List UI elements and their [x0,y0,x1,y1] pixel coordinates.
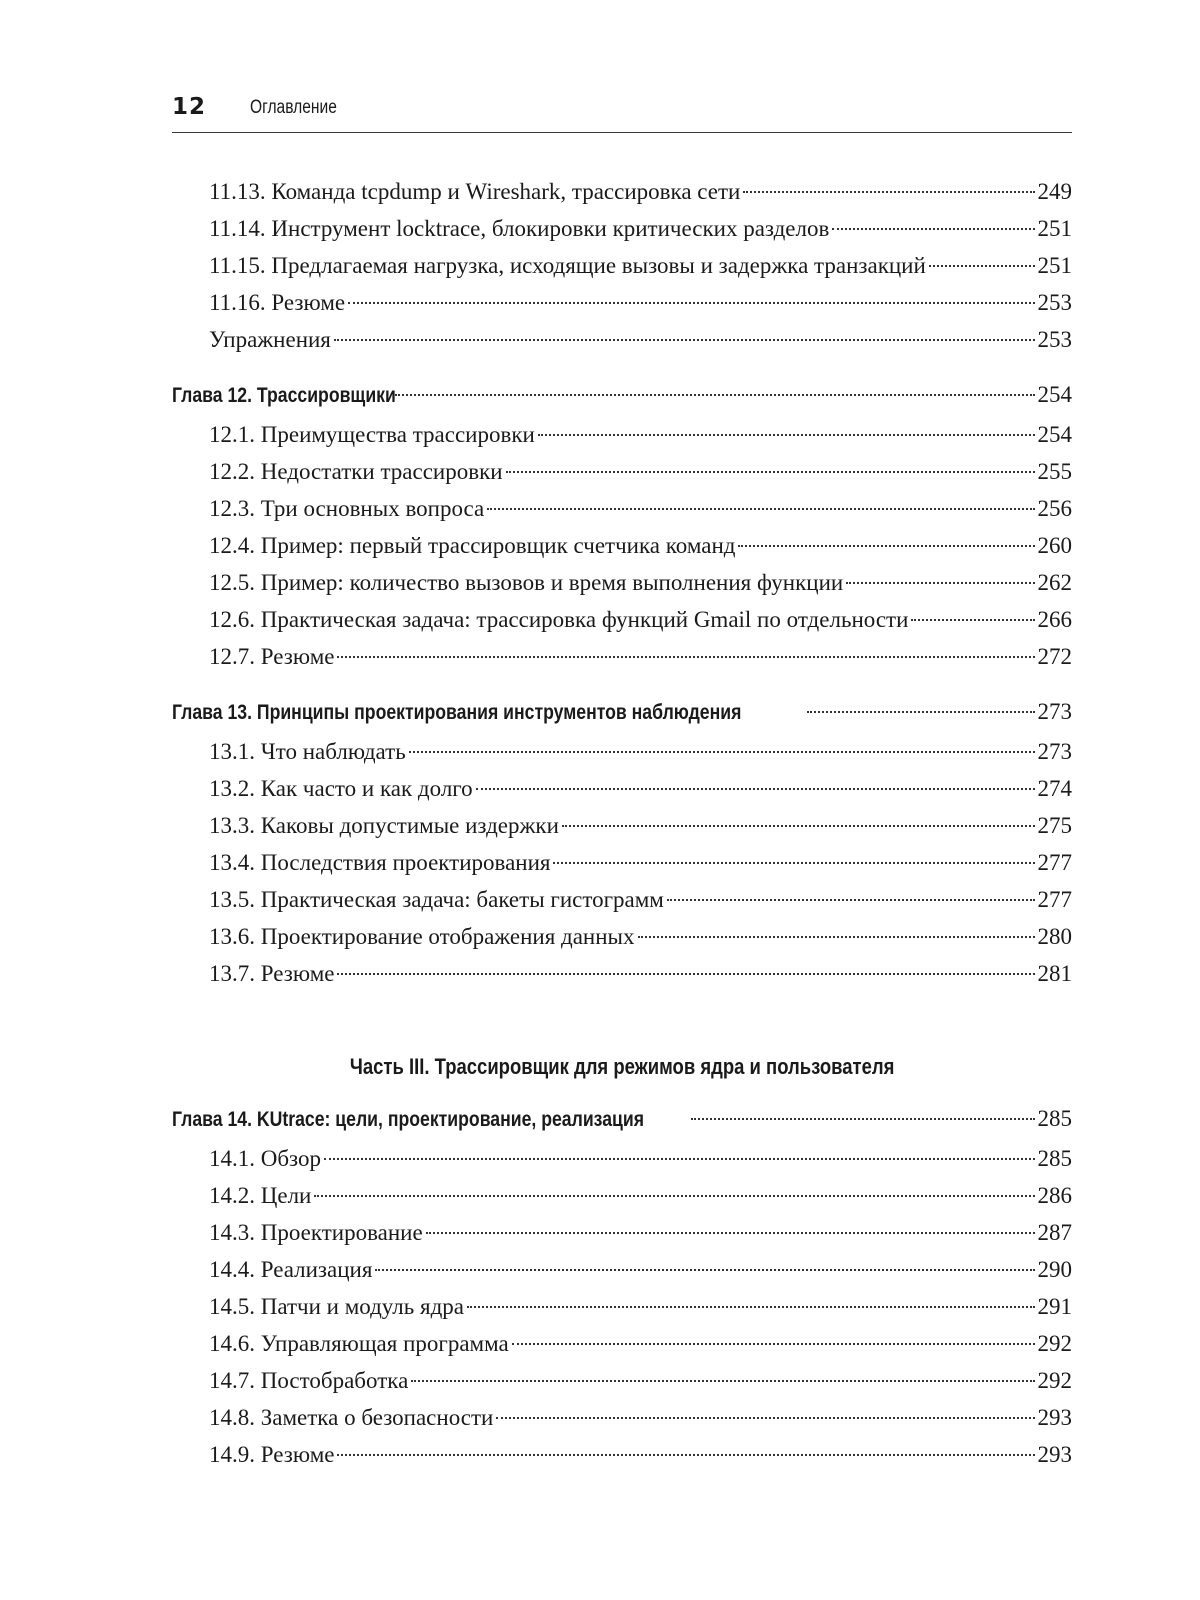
dot-leader [314,1195,1034,1197]
toc-entry-page: 273 [1037,699,1072,724]
toc-entry [209,1401,1072,1435]
toc-entry-title: 13.3. Каковы допустимые издержки [209,813,559,838]
dot-leader [506,471,1035,473]
toc-entry-page: 273 [1037,739,1072,764]
running-title: Оглавление [250,97,337,118]
toc-entry [209,846,1072,880]
dot-leader [411,1380,1034,1382]
toc-entry-title: 13.7. Резюме [209,961,335,986]
toc-entry-page: 251 [1037,253,1072,278]
toc-entry-page: 251 [1037,216,1072,241]
dot-leader [807,711,1035,713]
toc-entry-page: 293 [1037,1405,1072,1430]
dot-leader [395,394,1034,396]
toc-entry-page: 287 [1037,1220,1072,1245]
toc-entry-page: 256 [1037,496,1072,521]
toc-entry-page: 292 [1037,1368,1072,1393]
dot-leader [426,1232,1035,1234]
toc-entry-title: 14.6. Управляющая программа [209,1331,509,1356]
toc-chapter-title: Глава 12. Трассировщики [172,384,396,407]
toc-entry-title: 11.16. Резюме [209,290,346,315]
toc-entry-title: 13.1. Что наблюдать [209,739,406,764]
dot-leader [832,228,1034,230]
dot-leader [496,1417,1034,1419]
toc-entry-title: 12.2. Недостатки трассировки [209,459,503,484]
toc-entry-page: 286 [1037,1183,1072,1208]
toc-entry-title: 13.2. Как часто и как долго [209,776,473,801]
toc-entry-page: 254 [1037,422,1072,447]
dot-leader [375,1269,1034,1271]
dot-leader [476,788,1035,790]
toc-entry-page: 281 [1037,961,1072,986]
dot-leader [667,899,1035,901]
toc-chapter-title: Глава 13. Принципы проектирования инструментов наблюдения [172,701,742,724]
toc-entry-title: 11.15. Предлагаемая нагрузка, исходящие вызовы и задержка транзакций [209,253,926,278]
toc-entry-title: 12.5. Пример: количество вызовов и время выполнения функции [209,570,844,595]
toc-entry [209,286,1072,320]
dot-leader [467,1306,1035,1308]
toc-entry-title: 12.6. Практическая задача: трассировка функций Gmail по отдельности [209,607,909,632]
toc-entry [209,640,1072,674]
toc-entry-title: 14.2. Цели [209,1183,312,1208]
toc-chapter-entry [172,378,1072,412]
dot-leader [846,582,1034,584]
toc-entry-page: 290 [1037,1257,1072,1282]
toc-entry-title: Упражнения [209,327,331,352]
toc-entry-title: 11.14. Инструмент locktrace, блокировки критических разделов [209,216,830,241]
toc-entry [209,1327,1072,1361]
toc-entry-title: 14.3. Проектирование [209,1220,423,1245]
toc-entry [209,1216,1072,1250]
toc-entry-page: 275 [1037,813,1072,838]
toc-entry [209,249,1072,283]
toc-entry-page: 255 [1037,459,1072,484]
toc-chapter-entry [172,695,1072,729]
dot-leader [487,508,1034,510]
toc-entry-page: 291 [1037,1294,1072,1319]
dot-leader [337,973,1034,975]
toc-entry-page: 292 [1037,1331,1072,1356]
toc-entry [209,323,1072,357]
toc-entry-page: 262 [1037,570,1072,595]
toc-entry-title: 11.13. Команда tcpdump и Wireshark, трассировка сети [209,179,741,204]
toc-entry [209,492,1072,526]
dot-leader [738,545,1034,547]
toc-entry-page: 280 [1037,924,1072,949]
toc-entry [209,566,1072,600]
dot-leader [337,656,1034,658]
toc-entry-title: 14.9. Резюме [209,1442,335,1467]
toc-entry [209,920,1072,954]
toc-entry [209,772,1072,806]
dot-leader [553,862,1034,864]
toc-entry-page: 253 [1037,327,1072,352]
toc-entry-title: 14.8. Заметка о безопасности [209,1405,494,1430]
toc-entry-title: 13.6. Проектирование отображения данных [209,924,635,949]
dot-leader [562,825,1035,827]
toc-chapter-entry [172,1102,1072,1136]
toc-entry-title: 12.4. Пример: первый трассировщик счетчика команд [209,533,736,558]
dot-leader [348,302,1034,304]
dot-leader [409,751,1035,753]
toc-entry [209,957,1072,991]
dot-leader [334,339,1035,341]
toc-entry [209,1364,1072,1398]
toc-entry [209,175,1072,209]
toc-entry-title: 12.7. Резюме [209,644,335,669]
toc-entry [209,212,1072,246]
toc-entry [209,735,1072,769]
toc-entry-page: 277 [1037,850,1072,875]
toc-entry-title: 14.1. Обзор [209,1146,322,1171]
dot-leader [324,1158,1034,1160]
dot-leader [911,619,1034,621]
toc-entry-page: 285 [1037,1106,1072,1131]
toc-entry [209,1179,1072,1213]
toc-entry-page: 253 [1037,290,1072,315]
toc-entry-page: 293 [1037,1442,1072,1467]
toc-entry-page: 260 [1037,533,1072,558]
toc-entry [209,883,1072,917]
dot-leader [929,265,1035,267]
toc-entry-title: 14.4. Реализация [209,1257,373,1282]
dot-leader [638,936,1035,938]
toc-entry-title: 14.7. Постобработка [209,1368,409,1393]
dot-leader [538,434,1035,436]
toc-chapter-title: Глава 14. KUtrace: цели, проектирование, реализация [172,1108,645,1131]
dot-leader [743,191,1034,193]
toc-entry [209,809,1072,843]
part-heading [172,1049,1072,1085]
toc-entry-title: 13.5. Практическая задача: бакеты гистограмм [209,887,664,912]
toc-entry-page: 254 [1037,382,1072,407]
page-number: 12 [172,94,207,120]
dot-leader [337,1454,1034,1456]
toc-entry-title: 12.1. Преимущества трассировки [209,422,535,447]
toc-entry-page: 277 [1037,887,1072,912]
toc-entry-page: 285 [1037,1146,1072,1171]
toc-entry-page: 274 [1037,776,1072,801]
toc-entry-title: 12.3. Три основных вопроса [209,496,485,521]
toc-entry [209,1253,1072,1287]
toc-entry-page: 266 [1037,607,1072,632]
toc-entry-title: 14.5. Патчи и модуль ядра [209,1294,464,1319]
toc-entry-title: 13.4. Последствия проектирования [209,850,551,875]
toc-entry [209,603,1072,637]
toc-entry [209,455,1072,489]
toc-entry-page: 272 [1037,644,1072,669]
running-header [172,92,1072,133]
dot-leader [512,1343,1035,1345]
toc-entry [209,418,1072,452]
toc-entry [209,529,1072,563]
toc-entry [209,1290,1072,1324]
toc-entry [209,1142,1072,1176]
toc-entry [209,1438,1072,1472]
dot-leader [691,1118,1035,1120]
toc-entry-page: 249 [1037,179,1072,204]
part-title: Часть III. Трассировщик для режимов ядра и пользователя [349,1054,895,1079]
